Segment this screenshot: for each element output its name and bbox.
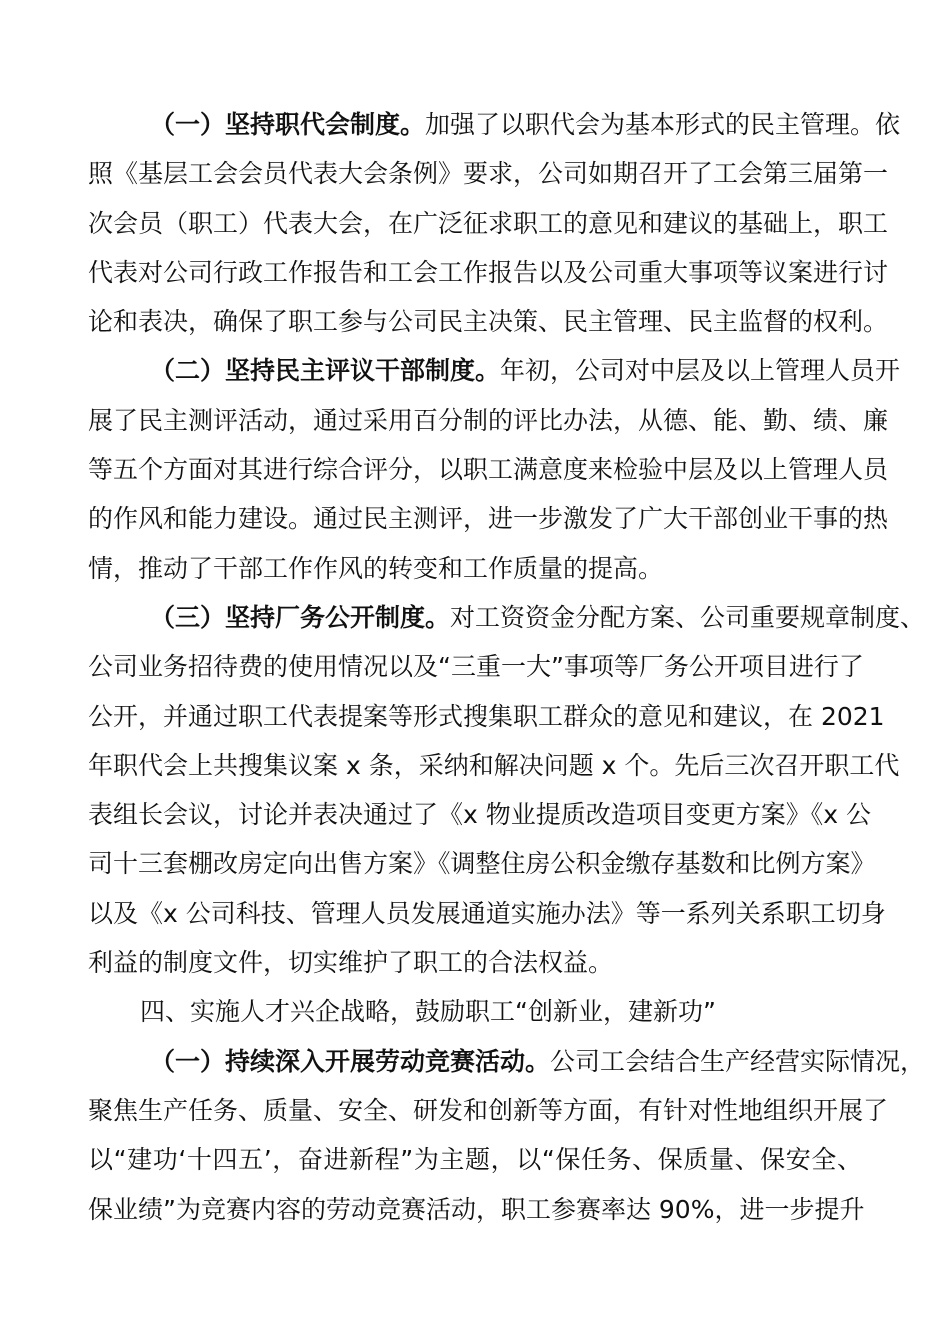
line-text: 等五个方面对其进行综合评分，以职工满意度来检验中层及以上管理人员 [88,455,889,485]
line-text: 以及《x 公司科技、管理人员发展通道实施办法》等一系列关系职工切身 [88,898,886,928]
text-line [88,889,886,938]
text-line [88,297,889,346]
paragraph-lead: （二）坚持民主评议干部制度。 [150,356,501,386]
line-text: 公司业务招待费的使用情况以及“三重一大”事项等厂务公开项目进行了 [88,652,864,682]
line-text: 表组长会议，讨论并表决通过了《x 物业提质改造项目变更方案》《x 公 [88,800,871,830]
line-text: 以“建功‘十四五’，奋进新程”为主题，以“保任务、保质量、保安全、 [88,1145,862,1175]
line-text: 对工资资金分配方案、公司重要规章制度、 [450,602,926,632]
line-text: 聚焦生产任务、质量、安全、研发和创新等方面，有针对性地组织开展了 [88,1095,889,1125]
text-line [88,692,885,741]
line-text: 加强了以职代会为基本形式的民主管理。依 [425,110,901,139]
line-text: 公司工会结合生产经营实际情况， [550,1046,926,1076]
paragraph-lead: （一）坚持职代会制度。 [150,110,426,139]
line-text: 代表对公司行政工作报告和工会工作报告以及公司重大事项等议案进行讨 [88,257,889,287]
text-line [88,1086,889,1135]
paragraph-lead: （一）持续深入开展劳动竞赛活动。 [150,1046,551,1076]
text-line [88,741,900,790]
text-line [88,1135,862,1184]
text-line [88,149,889,198]
text-line [88,790,871,839]
line-text: 四、实施人才兴企战略，鼓励职工“创新业，建新功” [140,997,716,1027]
line-text: 年初，公司对中层及以上管理人员开 [500,356,901,386]
line-text: 年职代会上共搜集议案 x 条，采纳和解决问题 x 个。先后三次召开职工代 [88,750,900,780]
text-line [88,100,901,149]
text-line [88,839,876,888]
line-text: 展了民主测评活动，通过采用百分制的评比办法，从德、能、勤、绩、廉 [88,405,889,435]
line-text: 论和表决，确保了职工参与公司民主决策、民主管理、民主监督的权利。 [88,307,889,337]
paragraph-lead: （三）坚持厂务公开制度。 [150,602,451,632]
line-text: 的作风和能力建设。通过民主测评，进一步激发了广大干部创业干事的热 [88,504,889,534]
line-text: 照《基层工会会员代表大会条例》要求，公司如期召开了工会第三届第一 [88,159,889,189]
text-line [88,248,889,297]
text-line [88,199,889,248]
text-line [88,544,862,593]
text-line [88,445,889,494]
text-line [88,494,889,543]
text-line [88,346,901,395]
text-line [88,1185,865,1234]
document-page [88,100,926,1234]
text-line [88,396,889,445]
line-text: 司十三套棚改房定向出售方案》《调整住房公积金缴存基数和比例方案》 [88,849,876,879]
text-line [88,938,862,987]
text-line [88,642,862,691]
line-text: 保业绩”为竞赛内容的劳动竞赛活动，职工参赛率达 90%，进一步提升 [88,1194,865,1224]
line-text: 次会员（职工）代表大会，在广泛征求职工的意见和建议的基础上，职工 [88,208,889,238]
line-text: 情，推动了干部工作作风的转变和工作质量的提高。 [88,553,664,583]
line-text: 利益的制度文件，切实维护了职工的合法权益。 [88,948,614,978]
text-line [88,1037,926,1086]
line-text: 公开，并通过职工代表提案等形式搜集职工群众的意见和建议，在 2021 [88,701,885,731]
section-heading [88,987,862,1036]
text-line [88,593,926,642]
